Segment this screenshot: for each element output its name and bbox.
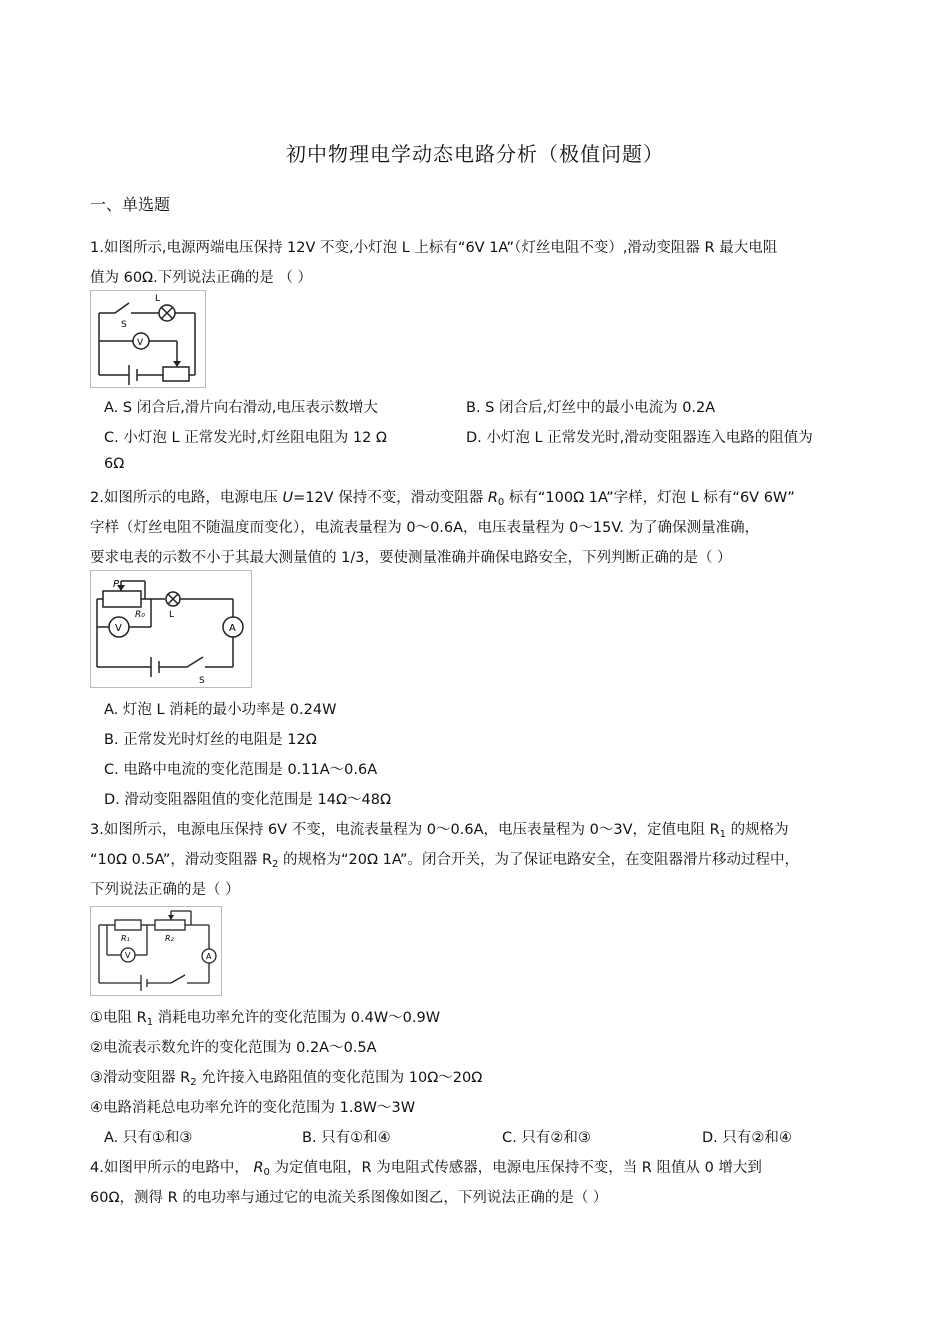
q4-stem-r: R xyxy=(253,1160,264,1176)
q3-item-3-pre: ③滑动变阻器 R xyxy=(90,1070,191,1086)
q3-stem-line2 xyxy=(90,848,799,870)
q2-stem-line2: 字样（灯丝电阻不随温度而变化），电流表量程为 0～0.6A，电压表量程为 0～15V. 为了确保测量准确， xyxy=(90,520,760,536)
q2-option-a[interactable]: A. 灯泡 L 消耗的最小功率是 0.24W xyxy=(104,702,337,718)
q3-option-b[interactable]: B. 只有①和④ xyxy=(302,1130,391,1146)
q2-option-b[interactable]: B. 正常发光时灯丝的电阻是 12Ω xyxy=(104,732,317,748)
q1-fig-label-s: S xyxy=(121,320,127,330)
q1-option-a[interactable]: A. S 闭合后,滑片向右滑动,电压表示数增大 xyxy=(104,400,378,416)
q4-stem-post: 为定值电阻，R 为电阻式传感器，电源电压保持不变，当 R 阻值从 0 增大到 xyxy=(269,1160,762,1176)
q2-stem-pre: 2.如图所示的电路，电源电压 xyxy=(90,490,283,506)
q3-item-2: ②电流表示数允许的变化范围为 0.2A～0.5A xyxy=(90,1040,377,1056)
q2-stem-line1 xyxy=(90,486,795,508)
q3-item-3-sub: 2 xyxy=(190,1077,197,1088)
q4-stem-pre: 4.如图甲所示的电路中， xyxy=(90,1160,254,1176)
q1-fig-label-v: V xyxy=(137,338,144,348)
q3-fig-label-r2: R₂ xyxy=(165,934,174,943)
q4-stem-line1 xyxy=(90,1156,762,1178)
q1-stem-line1: 1.如图所示,电源两端电压保持 12V 不变,小灯泡 L 上标有“6V 1A”（灯丝电阻不变）,滑动变阻器 R 最大电阻 xyxy=(90,240,778,256)
q3-item-1 xyxy=(90,1006,440,1028)
q3-fig-label-a: A xyxy=(206,952,212,961)
q3-item-4: ④电路消耗总电功率允许的变化范围为 1.8W～3W xyxy=(90,1100,416,1116)
q3-fig-label-r1: R₁ xyxy=(121,934,130,943)
q2-option-d[interactable]: D. 滑动变阻器阻值的变化范围是 14Ω～48Ω xyxy=(104,792,392,808)
q3-item-1-pre: ①电阻 R xyxy=(90,1010,147,1026)
q3-stem-line1-post: 的规格为 xyxy=(726,822,789,838)
q1-fig-label-l: L xyxy=(155,294,161,304)
q3-stem-line1-sub: 1 xyxy=(719,829,727,840)
q2-stem-line3: 要求电表的示数不小于其最大测量值的 1/3，要使测量准确并确保电路安全，下列判断正确的是（ ） xyxy=(90,550,732,566)
q3-item-3 xyxy=(90,1066,482,1088)
q3-option-c[interactable]: C. 只有②和③ xyxy=(502,1130,591,1146)
q3-item-3-post: 允许接入电路阻值的变化范围为 10Ω～20Ω xyxy=(196,1070,483,1086)
q3-item-1-post: 消耗电功率允许的变化范围为 0.4W～0.9W xyxy=(153,1010,441,1026)
q3-stem-line1 xyxy=(90,818,789,840)
q2-fig-label-p: P xyxy=(113,579,120,590)
q2-circuit-figure xyxy=(90,570,252,688)
q2-fig-label-s: S xyxy=(199,676,205,686)
q2-stem-post: 标有“100Ω 1A”字样，灯泡 L 标有“6V 6W” xyxy=(504,490,795,506)
q3-option-a[interactable]: A. 只有①和③ xyxy=(104,1130,193,1146)
q3-stem-line1-pre: 3.如图所示，电源电压保持 6V 不变，电流表量程为 0～0.6A，电压表量程为 0～3V，定值电阻 R xyxy=(90,822,720,838)
q2-option-c[interactable]: C. 电路中电流的变化范围是 0.11A～0.6A xyxy=(104,762,378,778)
section-heading: 一、单选题 xyxy=(90,195,171,214)
q4-stem-sub: 0 xyxy=(263,1167,270,1178)
q2-stem-r: R xyxy=(487,490,498,506)
q3-stem-line3: 下列说法正确的是（ ） xyxy=(90,882,240,898)
q3-circuit-figure xyxy=(90,906,222,996)
q3-item-1-sub: 1 xyxy=(146,1017,154,1028)
q2-fig-label-l: L xyxy=(169,610,175,620)
q2-stem-sub: 0 xyxy=(497,497,505,508)
q1-stem-line2: 值为 60Ω.下列说法正确的是 （ ） xyxy=(90,270,312,286)
q1-option-d-cont: 6Ω xyxy=(104,456,125,472)
page-title: 初中物理电学动态电路分析（极值问题） xyxy=(286,142,664,166)
q3-stem-line2-pre: “10Ω 0.5A”，滑动变阻器 R xyxy=(90,852,273,868)
q4-stem-line2: 60Ω，测得 R 的电功率与通过它的电流关系图像如图乙，下列说法正确的是（ ） xyxy=(90,1190,608,1206)
q1-option-b[interactable]: B. S 闭合后,灯丝中的最小电流为 0.2A xyxy=(466,400,716,416)
q3-option-d[interactable]: D. 只有②和④ xyxy=(702,1130,792,1146)
q2-stem-u: U xyxy=(282,490,294,506)
q1-option-c[interactable]: C. 小灯泡 L 正常发光时,灯丝阻电阻为 12 Ω xyxy=(104,430,387,446)
q3-fig-label-v: V xyxy=(125,951,131,960)
q2-fig-label-r0: R₀ xyxy=(135,610,145,620)
q3-stem-line2-sub: 2 xyxy=(272,859,279,870)
q3-stem-line2-post: 的规格为“20Ω 1A”。闭合开关，为了保证电路安全，在变阻器滑片移动过程中， xyxy=(278,852,800,868)
q2-stem-mid: =12V 保持不变，滑动变阻器 xyxy=(293,490,488,506)
q1-option-d[interactable]: D. 小灯泡 L 正常发光时,滑动变阻器连入电路的阻值为 xyxy=(466,430,813,446)
q1-circuit-figure xyxy=(90,290,206,388)
q2-fig-label-a: A xyxy=(229,623,236,634)
q2-fig-label-v: V xyxy=(115,623,122,634)
